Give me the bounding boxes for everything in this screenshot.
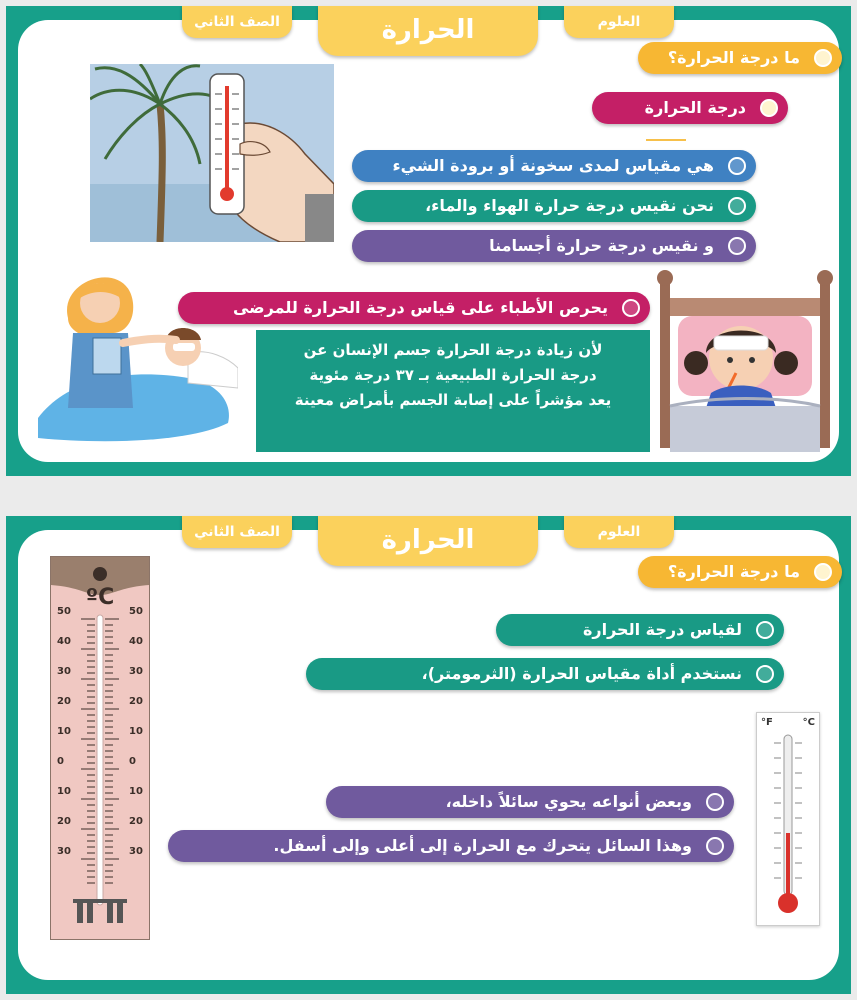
circle-icon <box>756 665 774 683</box>
scale-left-label: 20 <box>57 816 71 827</box>
nurse-patient-image <box>38 258 238 444</box>
scale-right-label: 10 <box>129 726 143 737</box>
scale-left-label: 50 <box>57 606 71 617</box>
scale-right-label: 10 <box>129 786 143 797</box>
slide-1 <box>6 6 851 476</box>
point-top-1 <box>496 614 784 646</box>
point-bottom-2 <box>168 830 734 862</box>
scale-right-label: 30 <box>129 846 143 857</box>
doctors-text: يحرص الأطباء على قياس درجة الحرارة للمرضى <box>232 298 608 317</box>
scale-right-label: 20 <box>129 816 143 827</box>
celsius-unit-label-small: °C <box>802 717 815 728</box>
scale-left-label: 20 <box>57 696 71 707</box>
question-pill <box>638 42 842 74</box>
small-thermometer <box>756 712 820 926</box>
fahrenheit-unit-label: °F <box>761 717 773 728</box>
scale-right-label: 0 <box>129 756 136 767</box>
point-2-text: نحن نقيس درجة حرارة الهواء والماء، <box>425 196 714 215</box>
scale-left-label: 30 <box>57 846 71 857</box>
grade-tab: الصف الثاني <box>182 516 292 548</box>
question-pill <box>638 556 842 588</box>
circle-icon <box>728 157 746 175</box>
circle-icon <box>728 237 746 255</box>
info-line-1: لأن زيادة درجة الحرارة جسم الإنسان عن <box>303 341 603 359</box>
scale-left-label: 10 <box>57 786 71 797</box>
point-top-1-text: لقياس درجة الحرارة <box>582 620 742 639</box>
page-title: الحرارة <box>318 6 538 56</box>
scale-right-label: 40 <box>129 636 143 647</box>
point-2 <box>352 190 756 222</box>
scale-left-label: 10 <box>57 726 71 737</box>
scale-left-label: 0 <box>57 756 64 767</box>
hand-thermometer-image <box>90 64 334 242</box>
divider-line <box>646 139 686 141</box>
circle-icon <box>728 197 746 215</box>
info-line-3: يعد مؤشراً على إصابة الجسم بأمراض معينة <box>294 391 612 409</box>
point-3-text: و نقيس درجة حرارة أجسامنا <box>489 236 714 255</box>
sick-girl-image <box>656 268 834 452</box>
circle-icon <box>706 837 724 855</box>
circle-icon <box>622 299 640 317</box>
grade-tab: الصف الثاني <box>182 6 292 38</box>
scale-left-label: 30 <box>57 666 71 677</box>
page-title: الحرارة <box>318 516 538 566</box>
flower-icon <box>814 49 832 67</box>
point-3 <box>352 230 756 262</box>
point-bottom-2-text: وهذا السائل يتحرك مع الحرارة إلى أعلى وإلى أسفل. <box>273 836 692 855</box>
flower-icon <box>814 563 832 581</box>
subject-tab: العلوم <box>564 6 674 38</box>
heading-pill <box>592 92 788 124</box>
scale-left-label: 40 <box>57 636 71 647</box>
big-thermometer <box>50 556 150 940</box>
scale-right-label: 50 <box>129 606 143 617</box>
point-top-2 <box>306 658 784 690</box>
heading-text: درجة الحرارة <box>644 98 746 117</box>
flower-icon <box>760 99 778 117</box>
circle-icon <box>706 793 724 811</box>
point-bottom-1-text: وبعض أنواعه يحوي سائلاً داخله، <box>445 792 692 811</box>
point-1 <box>352 150 756 182</box>
slide-2 <box>6 516 851 994</box>
circle-icon <box>756 621 774 639</box>
celsius-unit-label: ºC <box>85 585 115 610</box>
point-1-text: هي مقياس لمدى سخونة أو برودة الشيء <box>392 156 714 175</box>
info-line-2: درجة الحرارة الطبيعية بـ ٣٧ درجة مئوية <box>309 366 597 384</box>
question-text: ما درجة الحرارة؟ <box>667 562 800 581</box>
question-text: ما درجة الحرارة؟ <box>667 48 800 67</box>
point-bottom-1 <box>326 786 734 818</box>
scale-right-label: 20 <box>129 696 143 707</box>
info-box <box>256 330 650 452</box>
scale-right-label: 30 <box>129 666 143 677</box>
subject-tab: العلوم <box>564 516 674 548</box>
point-top-2-text: نستخدم أداة مقياس الحرارة (الثرمومتر)، <box>421 664 742 683</box>
doctors-pill <box>178 292 650 324</box>
